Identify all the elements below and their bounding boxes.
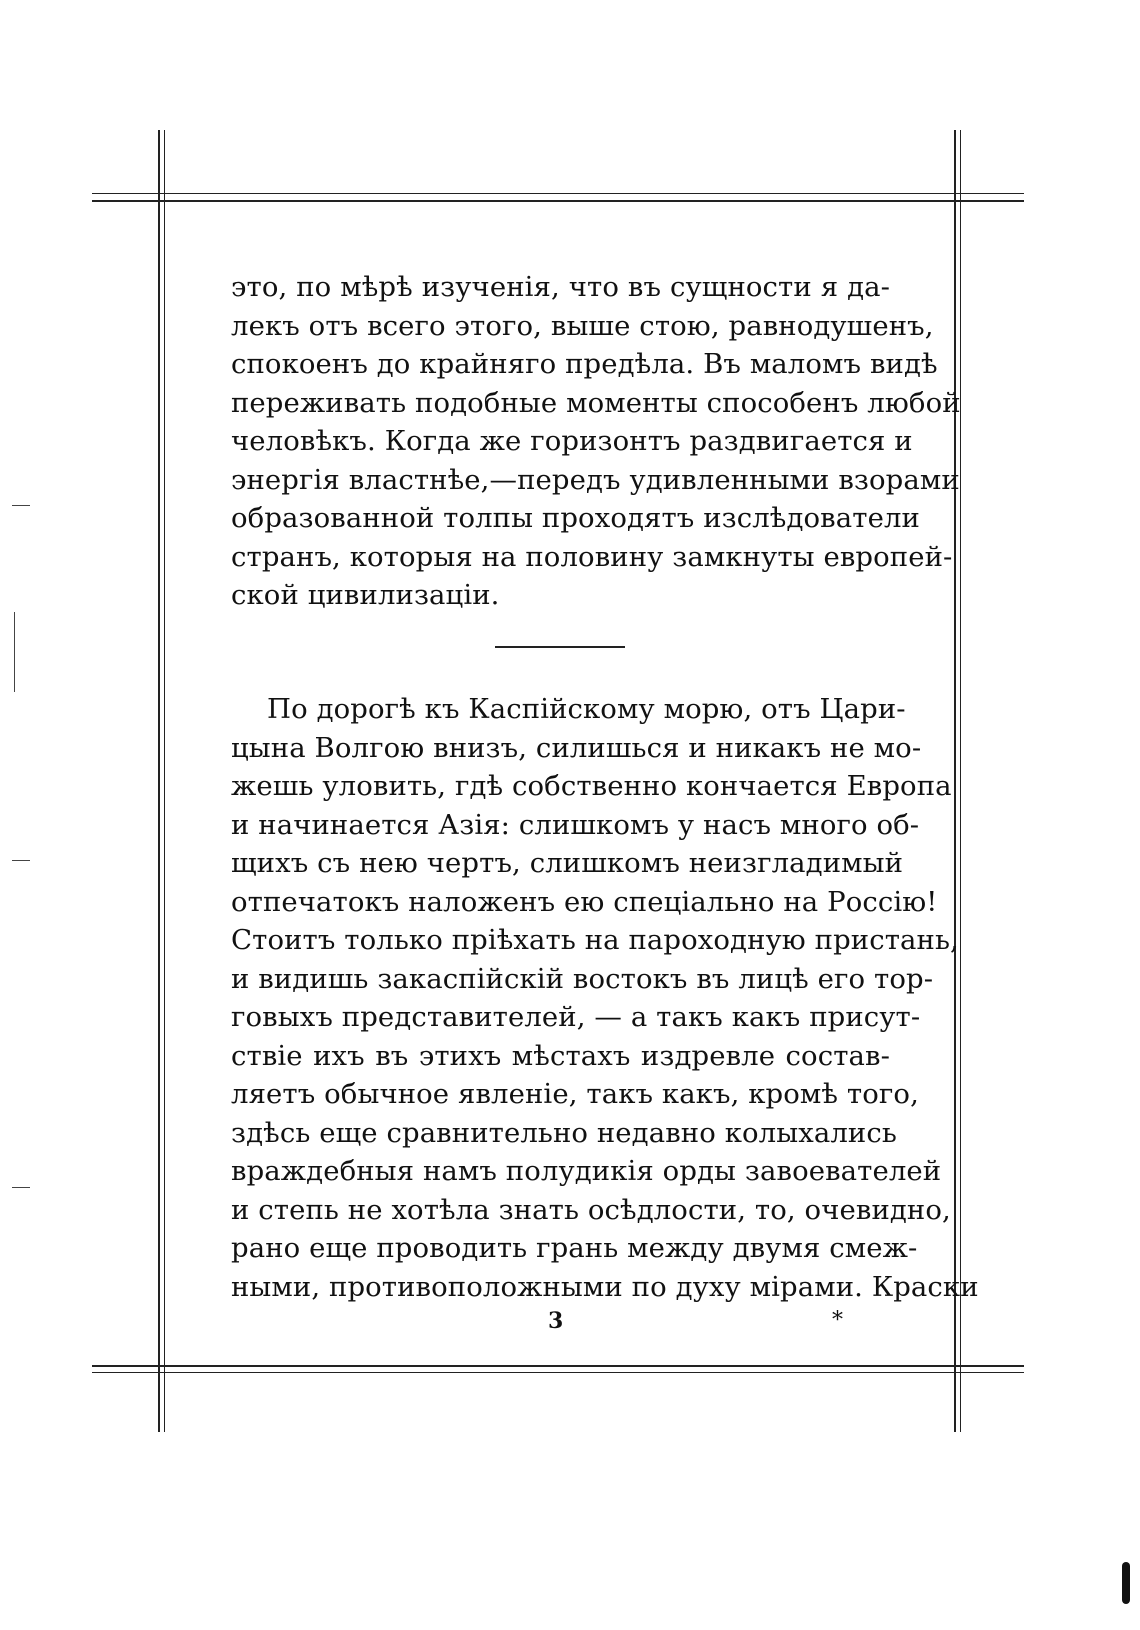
text-line: спокоенъ до крайняго предѣла. Въ маломъ видѣ (231, 348, 938, 380)
text-line: человѣкъ. Когда же горизонтъ раздвигается и (231, 425, 913, 457)
margin-tick (12, 1187, 30, 1188)
text-line: рано еще проводить грань между двумя смеж- (231, 1232, 918, 1264)
text-line: энергія властнѣе,—передъ удивленными взорами (231, 463, 960, 496)
text-line: говыхъ представителей, — а такъ какъ присут- (231, 1001, 921, 1033)
margin-tick (12, 860, 30, 861)
paragraph-2 (231, 690, 979, 1306)
text-line: и видишь закаспійскій востокъ въ лицѣ его тор- (231, 962, 934, 995)
text-line: и степь не хотѣла знать осѣдлости, то, очевидно, (231, 1193, 951, 1226)
frame-right-rule-outer (954, 130, 956, 1432)
scan-blot (1122, 1562, 1130, 1604)
text-line: Стоитъ только пріѣхать на пароходную пристань, (231, 924, 959, 956)
section-separator (495, 646, 625, 648)
text-line: и начинается Азія: слишкомъ у насъ много об- (231, 808, 920, 841)
text-line: ляетъ обычное явленіе, такъ какъ, кромѣ того, (231, 1078, 919, 1110)
page-number: 3 (548, 1308, 564, 1334)
frame-bottom-rule-lower (92, 1372, 1024, 1373)
text-line: ными, противоположными по духу мірами. Краски (231, 1270, 979, 1303)
text-line: лекъ отъ всего этого, выше стою, равнодушенъ, (231, 309, 934, 342)
frame-top-rule-lower (92, 200, 1024, 202)
frame-bottom-rule-upper (92, 1365, 1024, 1367)
text-line: здѣсь еще сравнительно недавно колыхались (231, 1116, 897, 1149)
text-line: По дорогѣ къ Каспійскому морю, отъ Цари- (267, 693, 906, 725)
frame-right-rule-inner (960, 130, 961, 1432)
text-line: ствіе ихъ въ этихъ мѣстахъ издревле состав- (231, 1039, 890, 1072)
text-line: переживать подобные моменты способенъ любой (231, 386, 961, 419)
text-line: жешь уловить, гдѣ собственно кончается Европа (231, 770, 952, 802)
margin-bar (14, 612, 15, 692)
margin-tick (12, 505, 30, 506)
frame-top-rule-upper (92, 193, 1024, 194)
frame-left-rule-outer (158, 130, 160, 1432)
text-line: цына Волгою внизъ, силишься и никакъ не мо- (231, 731, 922, 764)
text-line: странъ, которыя на половину замкнуты европей- (231, 540, 953, 573)
text-line: ской цивилизаціи. (231, 579, 500, 611)
text-line: отпечатокъ наложенъ ею спеціально на Россію! (231, 885, 938, 918)
paragraph-1 (231, 268, 961, 615)
text-line: щихъ съ нею чертъ, слишкомъ неизгладимый (231, 847, 904, 879)
text-line: это, по мѣрѣ изученія, что въ сущности я да- (231, 271, 890, 303)
text-line: образованной толпы проходятъ изслѣдователи (231, 502, 920, 534)
text-line: враждебныя намъ полудикія орды завоевателей (231, 1155, 942, 1187)
frame-left-rule-inner (164, 130, 165, 1432)
signature-mark: * (832, 1308, 843, 1333)
